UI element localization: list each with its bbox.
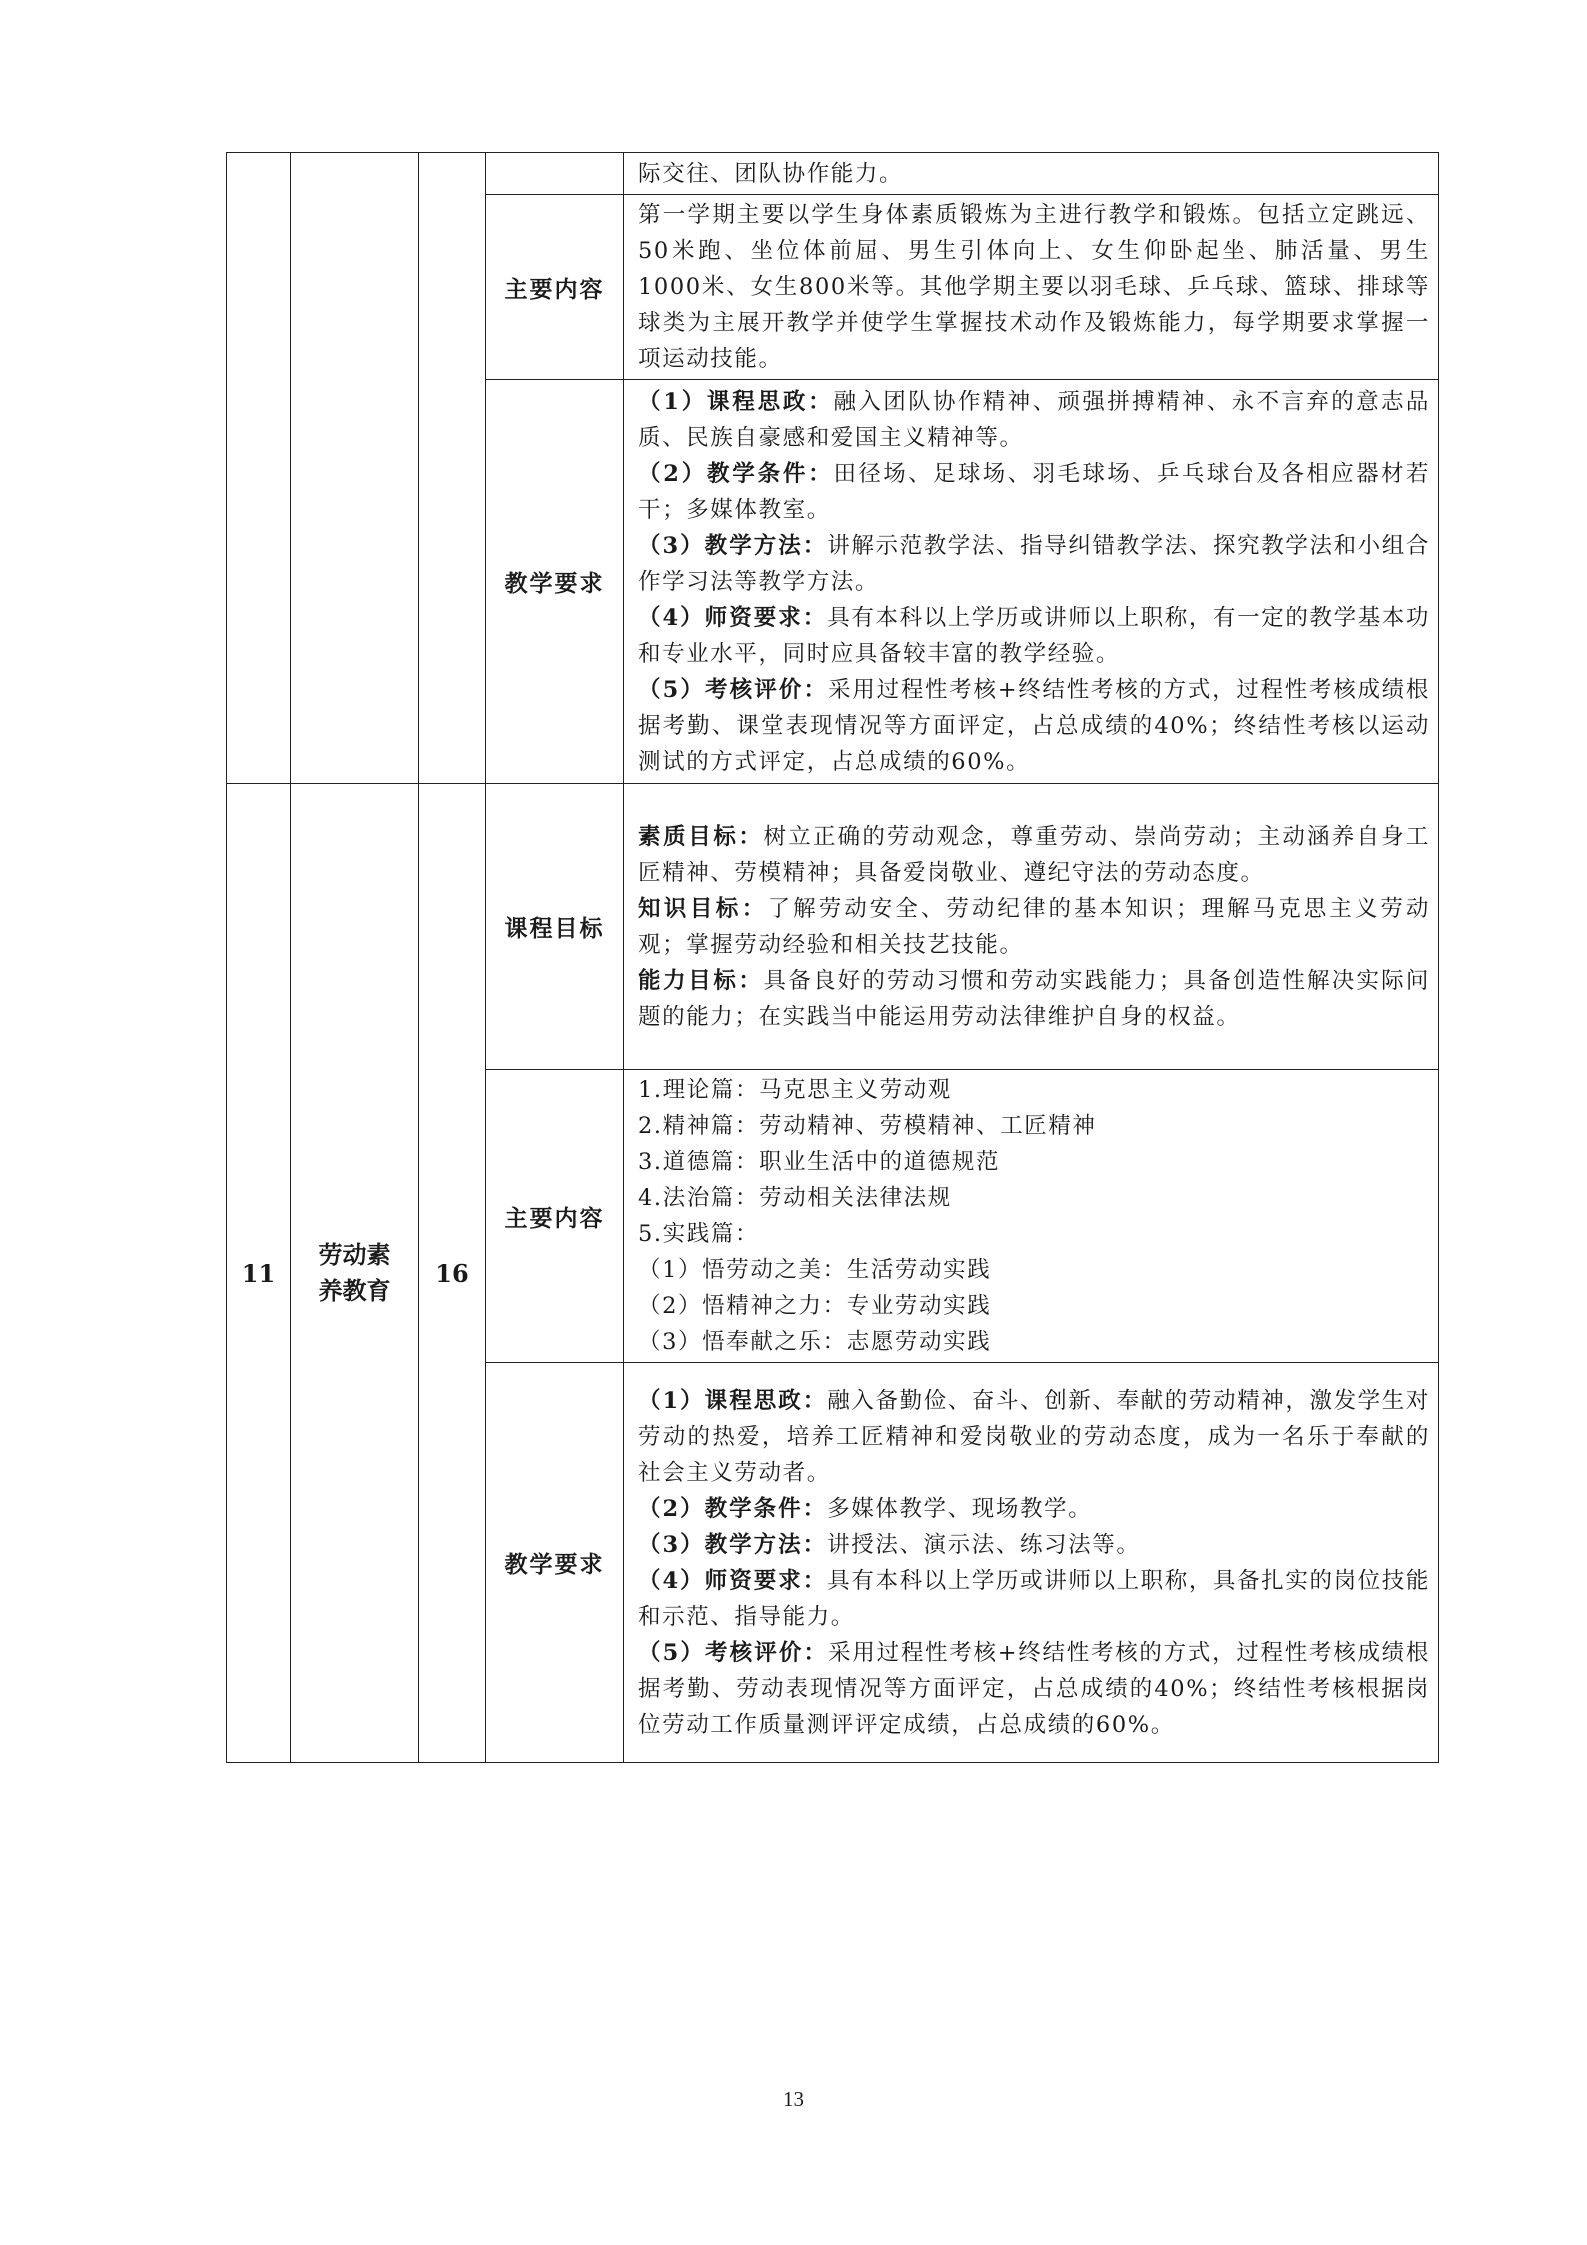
course-hours-cell: [419, 153, 486, 784]
row-label-teaching-requirements: 教学要求: [486, 1363, 624, 1763]
list-item: 2.精神篇：劳动精神、劳模精神、工匠精神: [638, 1113, 1097, 1139]
requirement-heading: （2）教学条件：: [638, 460, 834, 487]
content-text: 际交往、团队协作能力。: [638, 160, 904, 187]
requirement-text: 具有本科以上学历或讲师以上职称，有一定的教学基本功和专业水平，同时应具备较丰富的教学经验。: [638, 604, 1430, 667]
requirement-heading: （4）师资要求：: [638, 1567, 828, 1594]
list-item: （1）悟劳动之美：生活劳动实践: [638, 1257, 992, 1283]
requirement-item: [638, 384, 1430, 456]
requirement-item: [638, 1635, 1430, 1743]
content-cell: [624, 153, 1439, 195]
main-content-cell: [624, 195, 1439, 380]
requirement-heading: （1）课程思政：: [638, 1387, 828, 1414]
requirement-heading: （5）考核评价：: [638, 1639, 829, 1666]
requirement-text: 多媒体教学、现场教学。: [827, 1495, 1093, 1522]
teaching-requirements-cell: [624, 1363, 1439, 1763]
goal-text: 树立正确的劳动观念，尊重劳动、崇尚劳动；主动涵养自身工匠精神、劳模精神；具备爱岗敬业、遵纪守法的劳动态度。: [638, 823, 1430, 886]
row-label-teaching-requirements: 教学要求: [486, 380, 624, 784]
requirement-heading: （3）教学方法：: [638, 1531, 828, 1558]
requirement-heading: （2）教学条件：: [638, 1495, 828, 1522]
requirement-heading: （1）课程思政：: [638, 388, 834, 415]
requirement-heading: （5）考核评价：: [638, 676, 829, 703]
goal-heading: 知识目标：: [638, 895, 768, 922]
course-goals-cell: [624, 784, 1439, 1070]
requirement-heading: （4）师资要求：: [638, 604, 828, 631]
goal-heading: 素质目标：: [638, 823, 764, 850]
requirement-text: 采用过程性考核+终结性考核的方式，过程性考核成绩根据考勤、课堂表现情况等方面评定，占总成绩的40%；终结性考核以运动测试的方式评定，占总成绩的60%。: [638, 676, 1430, 775]
table-row: [227, 153, 1439, 195]
requirement-item: [638, 1563, 1430, 1635]
main-content-cell: [624, 1070, 1439, 1363]
requirement-text: 讲授法、演示法、练习法等。: [827, 1531, 1141, 1558]
requirement-item: [638, 456, 1430, 528]
row-label-course-goals: 课程目标: [486, 784, 624, 1070]
list-item: （3）悟奉献之乐：志愿劳动实践: [638, 1329, 992, 1355]
course-name-cell: [291, 153, 419, 784]
requirement-text: 田径场、足球场、羽毛球场、乒乓球台及各相应器材若干；多媒体教室。: [638, 460, 1431, 523]
goal-item: [638, 891, 1430, 963]
requirement-item: [638, 600, 1430, 672]
requirement-text: 采用过程性考核+终结性考核的方式，过程性考核成绩根据考勤、劳动表现情况等方面评定，占总成绩的40%；终结性考核根据岗位劳动工作质量测评评定成绩，占总成绩的60%。: [638, 1639, 1430, 1738]
goal-item: [638, 819, 1430, 891]
list-item: 1.理论篇：马克思主义劳动观: [638, 1077, 952, 1103]
goal-item: [638, 963, 1430, 1035]
course-hours-cell: 16: [419, 784, 486, 1763]
requirement-item: [638, 1383, 1430, 1491]
requirement-text: 讲解示范教学法、指导纠错教学法、探究教学法和小组合作学习法等教学方法。: [638, 532, 1430, 595]
requirement-text: 融入备勤俭、奋斗、创新、奉献的劳动精神，激发学生对劳动的热爱，培养工匠精神和爱岗敬业的劳动态度，成为一名乐于奉献的社会主义劳动者。: [638, 1387, 1430, 1486]
main-content-text: 第一学期主要以学生身体素质锻炼为主进行教学和锻炼。包括立定跳远、50米跑、坐位体前屈、男生引体向上、女生仰卧起坐、肺活量、男生1000米、女生800米等。其他学期主要以羽毛球、乒乓球、篮球、排球等球类为主展开教学并使学生掌握技术动作及锻炼能力，每学期要求掌握一项运动技能。: [638, 202, 1430, 372]
course-name-line: 劳动素: [318, 1240, 391, 1269]
requirement-item: [638, 528, 1430, 600]
row-label-cell: [486, 153, 624, 195]
list-item: 5.实践篇：: [638, 1221, 760, 1247]
teaching-requirements-cell: [624, 380, 1439, 784]
goal-text: 了解劳动安全、劳动纪律的基本知识；理解马克思主义劳动观；掌握劳动经验和相关技艺技能。: [638, 895, 1430, 958]
course-number-cell: 11: [227, 784, 291, 1763]
course-name-cell: [291, 784, 419, 1763]
row-label-main-content: 主要内容: [486, 1070, 624, 1363]
goal-text: 具备良好的劳动习惯和劳动实践能力；具备创造性解决实际问题的能力；在实践当中能运用劳动法律维护自身的权益。: [638, 967, 1430, 1030]
course-number-cell: [227, 153, 291, 784]
table-row: [227, 784, 1439, 1070]
list-item: 4.法治篇：劳动相关法律法规: [638, 1185, 952, 1211]
requirement-heading: （3）教学方法：: [638, 532, 828, 559]
list-item: （2）悟精神之力：专业劳动实践: [638, 1293, 992, 1319]
requirement-item: [638, 672, 1430, 780]
list-item: 3.道德篇：职业生活中的道德规范: [638, 1149, 1001, 1175]
requirement-text: 具有本科以上学历或讲师以上职称，具备扎实的岗位技能和示范、指导能力。: [638, 1567, 1430, 1630]
requirement-item: [638, 1527, 1430, 1563]
requirement-item: [638, 1491, 1430, 1527]
page-number: 13: [783, 2087, 804, 2111]
curriculum-table: [226, 152, 1439, 1763]
row-label-main-content: 主要内容: [486, 195, 624, 380]
requirement-text: 融入团队协作精神、顽强拼搏精神、永不言弃的意志品质、民族自豪感和爱国主义精神等。: [638, 388, 1431, 451]
goal-heading: 能力目标：: [638, 967, 764, 994]
course-name-line: 养教育: [318, 1276, 391, 1305]
